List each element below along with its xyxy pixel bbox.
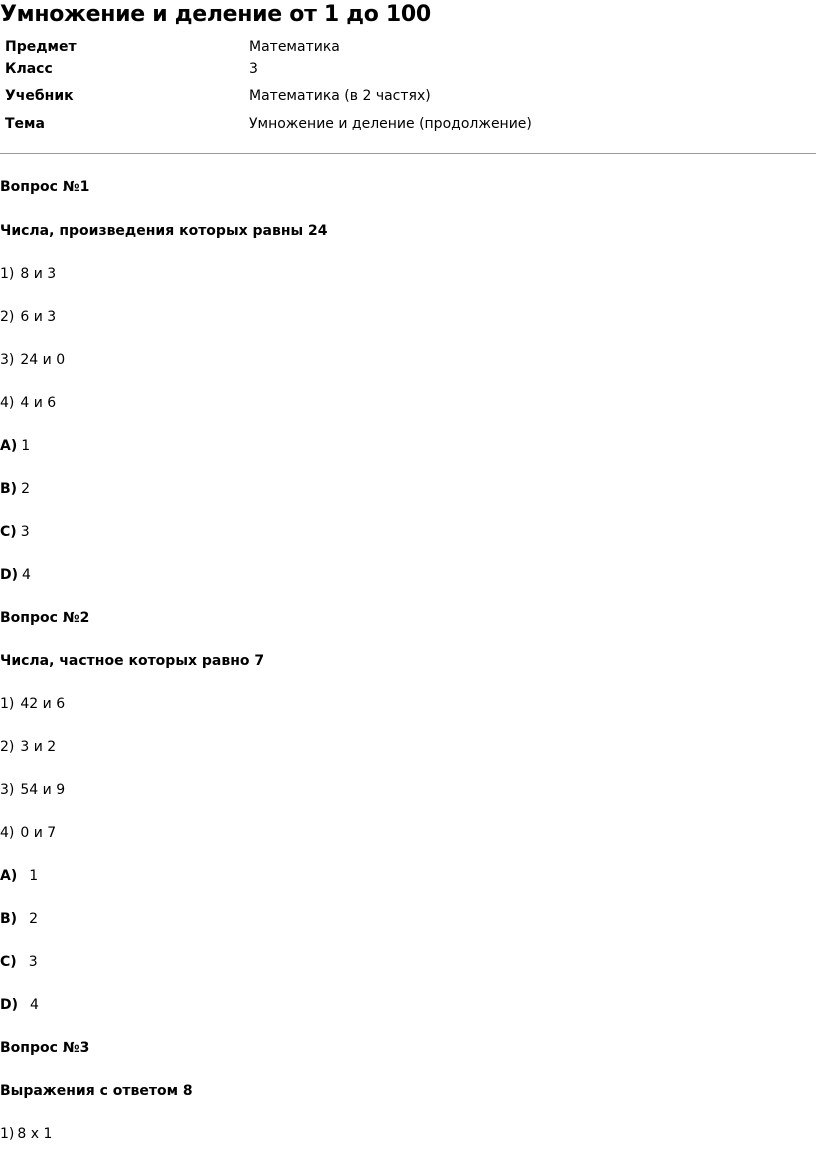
answer-letter: C) (0, 954, 17, 970)
answer-letter: A) (0, 438, 18, 454)
option-text: 3 и 2 (20, 739, 57, 755)
document-title: Умножение и деление от 1 до 100 (0, 2, 431, 27)
option-text: 24 и 0 (20, 352, 66, 368)
meta-key: Класс (5, 61, 53, 77)
option-item (0, 351, 65, 369)
answer-letter: D) (0, 567, 19, 583)
option-item (0, 738, 56, 756)
meta-value: Умножение и деление (продолжение) (249, 116, 532, 132)
question-heading: Вопрос №2 (0, 610, 90, 626)
answer-value: 1 (21, 438, 31, 454)
question-text: Числа, произведения которых равны 24 (0, 223, 328, 239)
answer-value: 2 (21, 481, 30, 497)
answer-choice (0, 437, 30, 455)
option-item (0, 781, 65, 799)
answer-choice (0, 867, 38, 885)
question-heading: Вопрос №1 (0, 179, 90, 195)
option-item (0, 265, 56, 283)
meta-key: Учебник (5, 88, 74, 104)
option-item (0, 824, 56, 842)
option-text: 8 x 1 (17, 1126, 53, 1142)
answer-choice (0, 566, 31, 584)
answer-choice (0, 910, 38, 928)
meta-key: Тема (5, 116, 45, 132)
header-divider (0, 153, 816, 154)
answer-letter: D) (0, 997, 19, 1013)
meta-value: Математика (249, 39, 340, 55)
option-text: 4 и 6 (20, 395, 57, 411)
answer-choice (0, 523, 30, 541)
answer-choice (0, 480, 30, 498)
meta-value: 3 (249, 61, 258, 77)
option-text: 0 и 7 (20, 825, 57, 841)
answer-value: 2 (29, 911, 38, 927)
option-item (0, 1125, 52, 1143)
question-text: Выражения с ответом 8 (0, 1083, 193, 1099)
answer-value: 4 (22, 567, 31, 583)
meta-key: Предмет (5, 39, 77, 55)
option-number: 2) (0, 309, 15, 325)
meta-value: Математика (в 2 частях) (249, 88, 431, 104)
option-number: 1) (0, 1126, 15, 1142)
option-text: 8 и 3 (20, 266, 57, 282)
option-item (0, 695, 65, 713)
option-number: 1) (0, 266, 15, 282)
option-number: 3) (0, 352, 15, 368)
option-item (0, 308, 56, 326)
answer-choice (0, 996, 39, 1014)
question-text: Числа, частное которых равно 7 (0, 653, 265, 669)
answer-value: 3 (28, 954, 38, 970)
option-number: 4) (0, 825, 15, 841)
option-number: 3) (0, 782, 15, 798)
option-text: 6 и 3 (20, 309, 57, 325)
answer-letter: B) (0, 481, 18, 497)
answer-choice (0, 953, 38, 971)
answer-letter: A) (0, 868, 18, 884)
answer-value: 3 (20, 524, 30, 540)
option-number: 2) (0, 739, 15, 755)
option-number: 1) (0, 696, 15, 712)
answer-value: 4 (30, 997, 39, 1013)
option-number: 4) (0, 395, 15, 411)
option-text: 54 и 9 (20, 782, 66, 798)
answer-letter: B) (0, 911, 18, 927)
answer-value: 1 (29, 868, 39, 884)
answer-letter: C) (0, 524, 17, 540)
option-text: 42 и 6 (20, 696, 66, 712)
option-item (0, 394, 56, 412)
question-heading: Вопрос №3 (0, 1040, 90, 1056)
